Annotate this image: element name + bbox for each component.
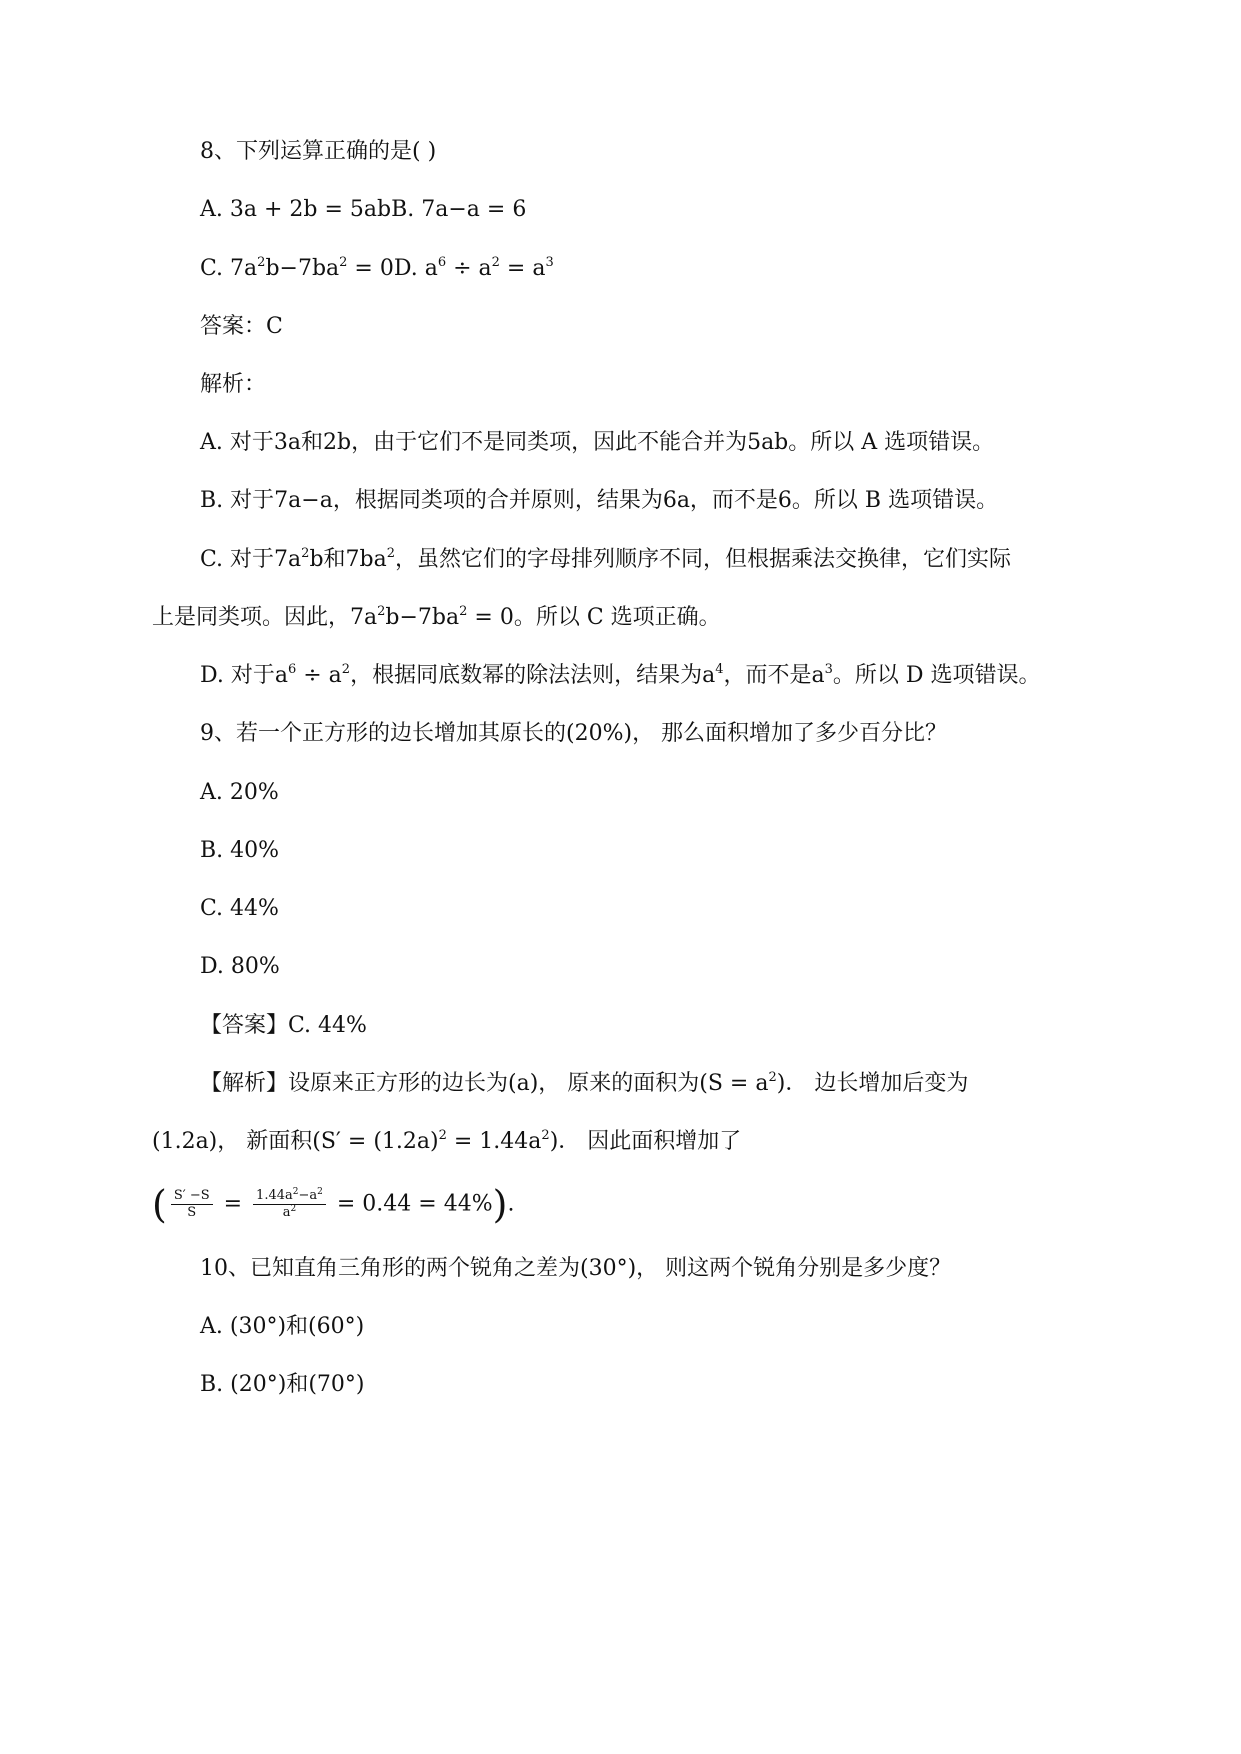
fraction-1: $\frac{S' -S}{S}$ bbox=[171, 1188, 213, 1221]
question-8-analysis-d: D. 对于$a^6 \div a^2$，根据同底数幂的除法法则，结果为$a^4$，而不是$a^3$。所以 D 选项错误。 bbox=[200, 662, 1041, 688]
question-9-analysis-line2: (1.2a)， 新面积$(S' = (1.2a)^2 = 1.44a^2)$． 因此面积增加了 bbox=[152, 1128, 742, 1154]
question-8-analysis-c-line1: C. 对于$7a^2b$和$7ba^2$，虽然它们的字母排列顺序不同，但根据乘法交换律，它们实际 bbox=[200, 546, 1012, 572]
question-9-option-c: C. 44% bbox=[200, 896, 279, 921]
question-10-option-b: B. (20°)和(70°) bbox=[200, 1372, 365, 1397]
question-9-option-b: B. 40% bbox=[200, 838, 280, 863]
question-9-option-d: D. 80% bbox=[200, 954, 280, 979]
question-9-analysis-formula: ( $\frac{S' -S}{S}$ = $\frac{1.44a^2-a^2}{a^2}$ = 0.44 = 44%). bbox=[152, 1182, 515, 1227]
question-9-analysis-line1: 【解析】设原来正方形的边长为(a)， 原来的面积为$(S = a^2)$． 边长增加后变为 bbox=[200, 1070, 969, 1096]
fraction-2: $\frac{1.44a^2-a^2}{a^2}$ bbox=[253, 1188, 326, 1221]
question-8-answer: 答案：C bbox=[200, 314, 283, 339]
question-8-analysis-label: 解析： bbox=[200, 372, 267, 397]
question-8-options-cd: C. $7a^2b-7ba^2 = 0D$. $a^6 \div a^2 = a^3$ bbox=[200, 255, 554, 281]
question-9-option-a: A. 20% bbox=[200, 780, 279, 805]
question-8-analysis-b: B. 对于7a−a，根据同类项的合并原则，结果为6a，而不是6。所以 B 选项错误。 bbox=[200, 488, 999, 513]
question-8-stem: 8、下列运算正确的是( ) bbox=[200, 139, 437, 164]
question-8-analysis-c-line2: 上是同类项。因此，$7a^2b-7ba^2 = 0$。所以 C 选项正确。 bbox=[152, 604, 721, 630]
question-8-analysis-a: A. 对于3a和2b，由于它们不是同类项，因此不能合并为5ab。所以 A 选项错误。 bbox=[200, 430, 995, 455]
question-9-stem: 9、若一个正方形的边长增加其原长的(20%)， 那么面积增加了多少百分比？ bbox=[200, 721, 948, 746]
question-10-stem: 10、已知直角三角形的两个锐角之差为(30°)， 则这两个锐角分别是多少度？ bbox=[200, 1256, 952, 1281]
question-10-option-a: A. (30°)和(60°) bbox=[200, 1314, 365, 1339]
question-8-options-ab: A. 3a + 2b = 5abB. 7a−a = 6 bbox=[200, 197, 527, 222]
question-9-answer: 【答案】C. 44% bbox=[200, 1013, 367, 1038]
